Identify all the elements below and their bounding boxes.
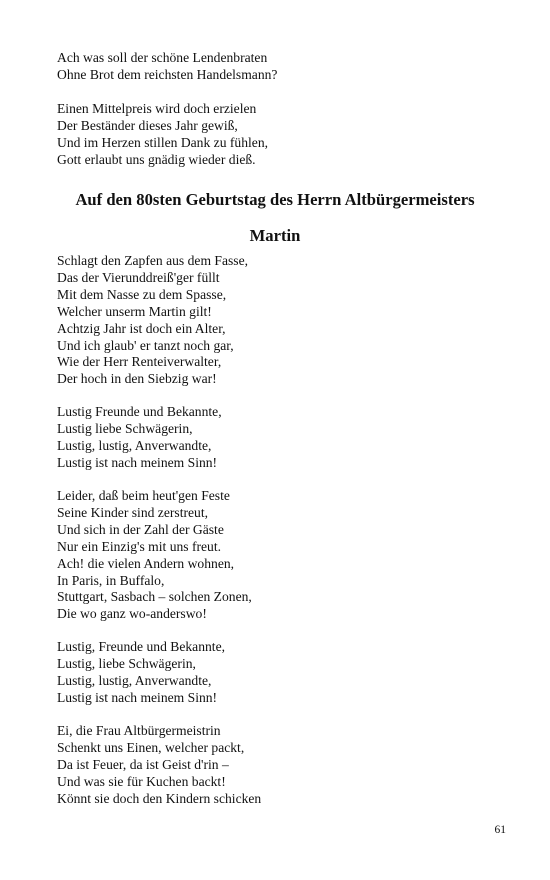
poem-line: Mit dem Nasse zu dem Spasse, bbox=[57, 286, 227, 302]
poem-line: Die wo ganz wo-anderswo! bbox=[57, 606, 207, 622]
poem-line: Lustig, liebe Schwägerin, bbox=[57, 655, 196, 671]
poem-stanza bbox=[57, 50, 527, 84]
poem-line: Stuttgart, Sasbach – solchen Zonen, bbox=[57, 589, 252, 605]
poem-line: Schenkt uns Einen, welcher packt, bbox=[57, 739, 245, 755]
poem-line: Seine Kinder sind zerstreut, bbox=[57, 504, 208, 520]
poem-line: Ei, die Frau Altbürgermeistrin bbox=[57, 723, 221, 738]
poem-line: Ach was soll der schöne Lendenbraten bbox=[57, 50, 268, 65]
poem-line: Ach! die vielen Andern wohnen, bbox=[57, 555, 235, 571]
poem-line: Lustig, lustig, Anverwandte, bbox=[57, 672, 212, 688]
poem-line: Lustig, lustig, Anverwandte, bbox=[57, 437, 212, 453]
poem-line: Der Beständer dieses Jahr gewiß, bbox=[57, 117, 238, 133]
poem-refrain bbox=[57, 404, 527, 472]
page-number: 61 bbox=[494, 824, 506, 836]
poem-line: Nur ein Einzig's mit uns freut. bbox=[57, 538, 222, 554]
poem-line: Gott erlaubt uns gnädig wieder dieß. bbox=[57, 151, 256, 167]
poem-line: Da ist Feuer, da ist Geist d'rin – bbox=[57, 756, 229, 772]
poem-line: Welcher unserm Martin gilt! bbox=[57, 303, 212, 319]
poem-line: Das der Vierunddreiß'ger füllt bbox=[57, 269, 220, 285]
poem-line: Lustig liebe Schwägerin, bbox=[57, 420, 193, 436]
poem-line: Und im Herzen stillen Dank zu fühlen, bbox=[57, 134, 269, 150]
poem-line: Wie der Herr Renteiverwalter, bbox=[57, 354, 222, 370]
poem-line: Der hoch in den Siebzig war! bbox=[57, 371, 217, 387]
poem-line: Könnt sie doch den Kindern schicken bbox=[57, 790, 262, 806]
poem-line: Achtzig Jahr ist doch ein Alter, bbox=[57, 320, 226, 336]
poem-line: Lustig, Freunde und Bekannte, bbox=[57, 639, 226, 654]
poem-line: Und was sie für Kuchen backt! bbox=[57, 773, 226, 789]
poem-line: Lustig Freunde und Bekannte, bbox=[57, 404, 222, 419]
poem-line: Einen Mittelpreis wird doch erzielen bbox=[57, 101, 257, 116]
poem-stanza bbox=[57, 723, 527, 808]
poem-title-name: Martin bbox=[249, 226, 301, 245]
poem-line: Lustig ist nach meinem Sinn! bbox=[57, 689, 218, 705]
poem-title: Auf den 80sten Geburtstag des Herrn Altbürgermeisters bbox=[75, 190, 475, 209]
poem-line: Und ich glaub' er tanzt noch gar, bbox=[57, 337, 234, 353]
poem-stanza bbox=[57, 488, 527, 623]
poem-stanza bbox=[57, 101, 527, 169]
poem-line: Und sich in der Zahl der Gäste bbox=[57, 521, 224, 537]
poem-line: Ohne Brot dem reichsten Handelsmann? bbox=[57, 66, 278, 82]
poem-stanza bbox=[57, 253, 527, 388]
poem-refrain bbox=[57, 639, 527, 707]
poem-line: Lustig ist nach meinem Sinn! bbox=[57, 454, 218, 470]
poem-line: Leider, daß beim heut'gen Feste bbox=[57, 488, 230, 503]
poem-line: Schlagt den Zapfen aus dem Fasse, bbox=[57, 253, 249, 268]
poem-line: In Paris, in Buffalo, bbox=[57, 572, 165, 588]
